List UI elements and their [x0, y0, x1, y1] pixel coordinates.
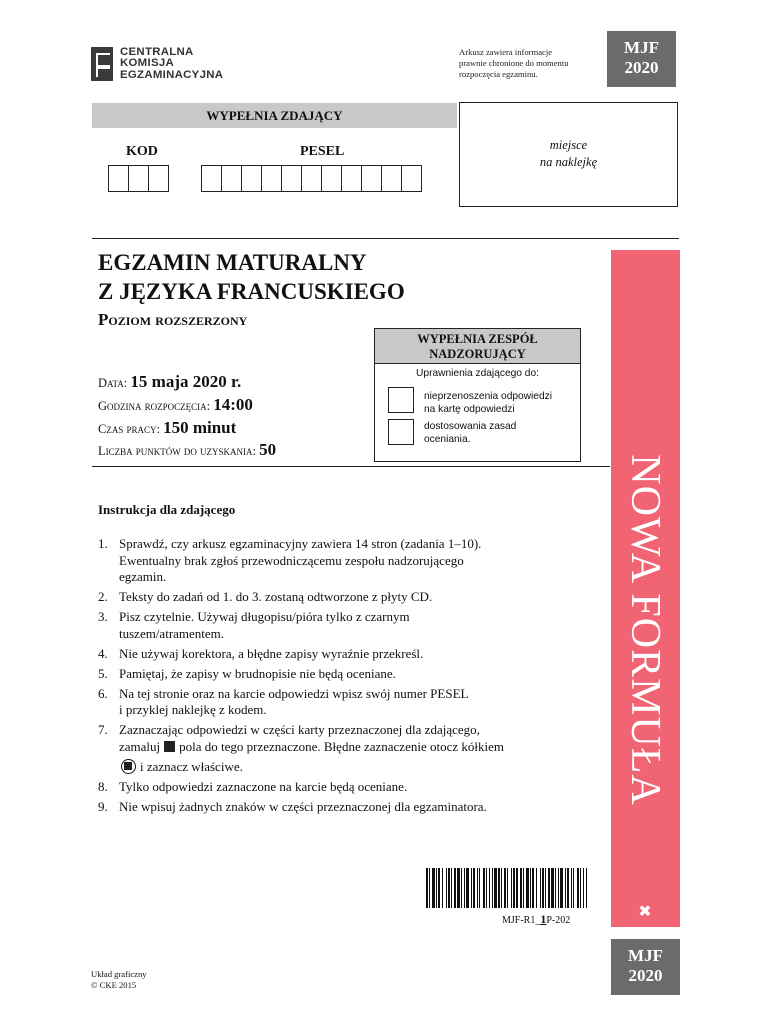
- instruction-text: Pamiętaj, że zapisy w brudnopisie nie będą oceniane.: [119, 665, 396, 681]
- barcode-bar: [573, 868, 574, 908]
- instructions-list: [98, 536, 578, 819]
- logo-line-3: EGZAMINACYJNA: [120, 68, 224, 81]
- barcode-bar: [432, 868, 435, 908]
- instruction-text: Na tej stronie oraz na karcie odpowiedzi wpisz swój numer PESEL i przyklej naklejkę z kodem.: [119, 685, 469, 718]
- logo-line-1: CENTRALNA: [120, 46, 194, 58]
- instruction-7-line-2: [119, 739, 578, 756]
- duration-label: Czas pracy:: [98, 422, 160, 436]
- adjusted-scoring-line-1: dostosowania zasad: [424, 421, 517, 432]
- exam-date-row: [98, 372, 241, 392]
- barcode-text: [502, 912, 570, 927]
- barcode-bar: [438, 868, 440, 908]
- barcode-text-c: P-202: [546, 915, 571, 926]
- no-transfer-line-1: nieprzenoszenia odpowiedzi: [424, 391, 552, 402]
- separator-top: [92, 238, 679, 239]
- barcode-bar: [560, 868, 563, 908]
- pesel-digit-box[interactable]: [261, 165, 282, 192]
- band-cross-icon: ✖: [638, 901, 652, 921]
- instruction-text: [119, 722, 578, 776]
- pesel-digit-box[interactable]: [301, 165, 322, 192]
- instruction-7-line-3-text: i zaznacz właściwe.: [140, 759, 243, 775]
- footer-line-1: Układ graficzny: [91, 969, 147, 979]
- exam-points-row: [98, 440, 276, 460]
- barcode-bar: [492, 868, 493, 908]
- pesel-digit-box[interactable]: [401, 165, 422, 192]
- supervisor-box-title: [375, 329, 580, 364]
- sticker-line-1: miejsce: [549, 138, 588, 152]
- pesel-digit-box[interactable]: [361, 165, 382, 192]
- barcode-bar: [446, 868, 447, 908]
- barcode-bar: [504, 868, 506, 908]
- pesel-input-boxes[interactable]: [202, 165, 422, 192]
- barcode-bar: [555, 868, 556, 908]
- exam-start-row: [98, 395, 253, 415]
- instruction-item: [98, 589, 578, 606]
- notice-line-3: rozpoczęcia egzaminu.: [459, 68, 538, 79]
- band-title: NOWA FORMUŁA: [622, 454, 668, 806]
- barcode-bar: [473, 868, 475, 908]
- instruction-item: [98, 609, 578, 642]
- barcode-bar: [489, 868, 490, 908]
- notice-line-2: prawnie chronione do momentu: [459, 57, 569, 68]
- instruction-number: 5.: [98, 665, 108, 681]
- barcode-bar: [545, 868, 546, 908]
- instruction-7-line-3: [119, 759, 578, 776]
- instruction-7-line-2-start: zamaluj: [119, 738, 161, 754]
- pesel-digit-box[interactable]: [281, 165, 302, 192]
- instruction-item: [98, 646, 578, 663]
- kod-input-boxes[interactable]: [109, 165, 169, 192]
- footer: [91, 969, 147, 990]
- separator-middle: [92, 466, 610, 467]
- exam-year-bottom: 2020: [628, 966, 663, 985]
- barcode-bar: [523, 868, 524, 908]
- supervisor-title-line-1: WYPEŁNIA ZESPÓŁ: [417, 332, 538, 346]
- instruction-item: [98, 666, 578, 683]
- barcode-bar: [501, 868, 502, 908]
- cke-logo: [91, 47, 241, 87]
- exam-code-badge-bottom: [611, 939, 680, 995]
- exam-code-bottom: MJF: [628, 946, 663, 965]
- adjusted-scoring-checkbox[interactable]: [388, 419, 414, 445]
- notice-line-1: Arkusz zawiera informacje: [459, 47, 553, 57]
- instruction-7-line-1: Zaznaczając odpowiedzi w części karty przeznaczonej dla zdającego,: [119, 722, 480, 738]
- instruction-number: 2.: [98, 589, 108, 605]
- start-value: 14:00: [213, 395, 253, 414]
- duration-value: 150 minut: [163, 418, 237, 437]
- instruction-item: [98, 799, 578, 816]
- barcode-bar: [520, 868, 522, 908]
- barcode-bar: [567, 868, 569, 908]
- instruction-text: Sprawdź, czy arkusz egzaminacyjny zawiera 14 stron (zadania 1–10). Ewentualny brak zgłoś przewodniczącemu zespołu nadzorującego egzamin.: [119, 536, 482, 585]
- supervisor-title-line-2: NADZORUJĄCY: [429, 347, 526, 361]
- barcode-bar: [448, 868, 450, 908]
- instruction-number: 9.: [98, 799, 108, 815]
- instruction-item: [98, 779, 578, 796]
- instruction-text: Tylko odpowiedzi zaznaczone na karcie będą oceniane.: [119, 779, 408, 795]
- adjusted-scoring-label: [424, 420, 574, 446]
- instruction-item: [98, 722, 578, 776]
- supervisor-subtitle: Uprawnienia zdającego do:: [416, 368, 539, 379]
- barcode-bar: [461, 868, 462, 908]
- barcode-bar: [536, 868, 537, 908]
- barcode-bar: [526, 868, 529, 908]
- instruction-text: Teksty do zadań od 1. do 3. zostaną odtworzone z płyty CD.: [119, 589, 433, 605]
- barcode-bar: [511, 868, 512, 908]
- barcode-text-b: 1: [540, 912, 547, 926]
- instruction-number: 6.: [98, 685, 108, 701]
- barcode-bar: [429, 868, 430, 908]
- barcode-bar: [483, 868, 485, 908]
- examinee-section-title: WYPEŁNIA ZDAJĄCY: [92, 103, 457, 128]
- no-transfer-checkbox[interactable]: [388, 387, 414, 413]
- exam-level: Poziom rozszerzony: [98, 310, 248, 329]
- exam-code: MJF: [624, 38, 659, 57]
- instruction-text: Nie używaj korektora, a błędne zapisy wyraźnie przekreśl.: [119, 645, 424, 661]
- adjusted-scoring-line-2: oceniania.: [424, 434, 471, 445]
- barcode-bar: [477, 868, 478, 908]
- filled-square-icon: [164, 741, 175, 752]
- barcode-bar: [551, 868, 554, 908]
- instruction-item: [98, 536, 578, 586]
- pesel-digit-box[interactable]: [221, 165, 242, 192]
- barcode-bar: [436, 868, 437, 908]
- start-label: Godzina rozpoczęcia:: [98, 399, 211, 413]
- barcode-bar: [532, 868, 534, 908]
- points-value: 50: [259, 440, 277, 459]
- barcode-bar: [565, 868, 566, 908]
- exam-year: 2020: [624, 58, 659, 77]
- exam-title-line-1: EGZAMIN MATURALNY: [98, 250, 367, 275]
- barcode-bar: [507, 868, 508, 908]
- sticker-text: [460, 137, 677, 171]
- barcode-bar: [454, 868, 456, 908]
- barcode-bar: [498, 868, 500, 908]
- logo-text: [120, 47, 223, 81]
- date-label: Data:: [98, 376, 128, 390]
- sticker-placeholder: [459, 102, 678, 207]
- instruction-number: 8.: [98, 779, 108, 795]
- pesel-label: PESEL: [300, 144, 345, 159]
- footer-line-2: © CKE 2015: [91, 979, 137, 990]
- instruction-number: 4.: [98, 645, 108, 661]
- instruction-text: Nie wpisuj żadnych znaków w części przeznaczonej dla egzaminatora.: [119, 799, 487, 815]
- barcode-bar: [426, 868, 428, 908]
- barcode: [426, 868, 587, 908]
- instruction-number: 7.: [98, 722, 108, 738]
- barcode-bar: [542, 868, 544, 908]
- instruction-number: 3.: [98, 609, 108, 625]
- kod-label: KOD: [126, 144, 158, 159]
- barcode-bar: [479, 868, 480, 908]
- kod-digit-box[interactable]: [128, 165, 149, 192]
- barcode-bar: [471, 868, 472, 908]
- barcode-bar: [530, 868, 531, 908]
- circled-square-icon: [121, 759, 136, 774]
- pesel-digit-box[interactable]: [381, 165, 402, 192]
- barcode-bar: [548, 868, 550, 908]
- points-label: Liczba punktów do uzyskania:: [98, 444, 256, 458]
- barcode-bar: [571, 868, 572, 908]
- barcode-bar: [494, 868, 497, 908]
- barcode-bar: [464, 868, 465, 908]
- barcode-bar: [442, 868, 443, 908]
- pesel-digit-box[interactable]: [321, 165, 342, 192]
- barcode-bar: [577, 868, 579, 908]
- instruction-text: Pisz czytelnie. Używaj długopisu/pióra tylko z czarnym tuszem/atramentem.: [119, 609, 410, 641]
- barcode-bar: [466, 868, 469, 908]
- supervisor-box: [374, 328, 581, 462]
- barcode-bar: [513, 868, 515, 908]
- barcode-bar: [457, 868, 460, 908]
- no-transfer-line-2: na kartę odpowiedzi: [424, 404, 515, 415]
- pesel-digit-box[interactable]: [341, 165, 362, 192]
- barcode-bar: [558, 868, 559, 908]
- instruction-7-line-2-end: pola do tego przeznaczone. Błędne zaznaczenie otocz kółkiem: [179, 738, 504, 754]
- exam-code-badge-top: [607, 31, 676, 87]
- barcode-text-a: MJF-R1_: [502, 915, 541, 926]
- logo-line-2: KOMISJA: [120, 57, 174, 70]
- barcode-bar: [540, 868, 541, 908]
- barcode-bar: [451, 868, 452, 908]
- cke-logo-icon: [91, 47, 113, 81]
- barcode-bar: [583, 868, 584, 908]
- instruction-item: [98, 686, 578, 719]
- barcode-bar: [516, 868, 518, 908]
- date-value: 15 maja 2020 r.: [130, 372, 242, 391]
- kod-digit-box[interactable]: [148, 165, 169, 192]
- no-transfer-label: [424, 390, 574, 416]
- barcode-bar: [586, 868, 587, 908]
- kod-digit-box[interactable]: [108, 165, 129, 192]
- confidentiality-notice: [459, 47, 599, 79]
- instruction-number: 1.: [98, 536, 108, 551]
- exam-title: [98, 248, 405, 306]
- instructions-heading: Instrukcja dla zdającego: [98, 502, 236, 517]
- pesel-digit-box[interactable]: [241, 165, 262, 192]
- pesel-digit-box[interactable]: [201, 165, 222, 192]
- barcode-bar: [580, 868, 581, 908]
- new-formula-band: [611, 250, 680, 927]
- exam-title-line-2: Z JĘZYKA FRANCUSKIEGO: [98, 279, 405, 304]
- barcode-bar: [486, 868, 487, 908]
- sticker-line-2: na naklejkę: [539, 155, 598, 169]
- exam-duration-row: [98, 418, 236, 438]
